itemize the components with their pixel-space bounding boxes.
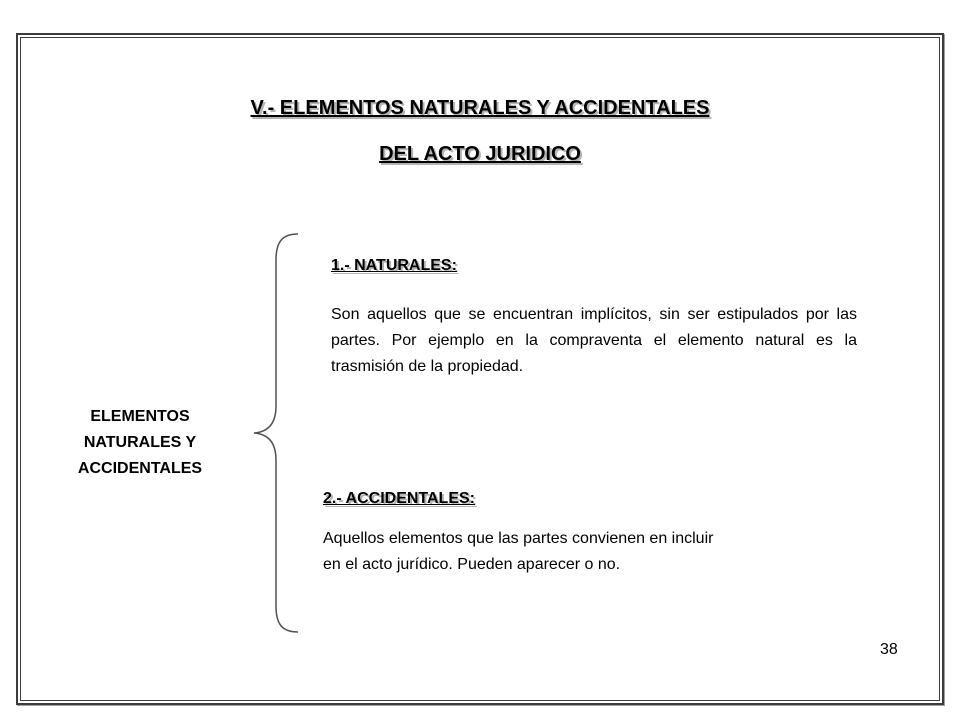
- section-accidentales-body-line-1: Aquellos elementos que las partes convienen en incluir: [323, 530, 714, 547]
- section-naturales-heading: [331, 256, 457, 276]
- left-label-line-3: ACCIDENTALES: [77, 460, 203, 477]
- section-naturales-heading-text: 1.- NATURALES: [331, 257, 452, 274]
- title-line-1: V.- ELEMENTOS NATURALES Y ACCIDENTALES: [250, 97, 710, 119]
- left-label: [40, 404, 240, 482]
- page-number: 38: [880, 641, 898, 658]
- section-naturales-heading-colon: :: [451, 257, 457, 274]
- left-label-line-1: ELEMENTOS: [90, 408, 190, 425]
- section-accidentales-heading-colon: :: [469, 490, 475, 507]
- section-accidentales-body: [323, 526, 863, 578]
- section-accidentales-body-line-2: en el acto jurídico. Pueden aparecer o no.: [323, 556, 621, 573]
- title-line-2: DEL ACTO JURIDICO: [379, 143, 581, 165]
- section-accidentales-heading: [323, 489, 475, 509]
- left-label-line-2: NATURALES Y: [83, 434, 197, 451]
- section-naturales-body: Son aquellos que se encuentran implícitos, sin ser estipulados por las partes. Por ejemplo en la compraventa el elemento natural es la trasmisión de la propiedad.: [331, 306, 857, 375]
- section-accidentales-heading-text: 2.- ACCIDENTALES: [323, 490, 470, 507]
- curly-brace: [250, 230, 310, 636]
